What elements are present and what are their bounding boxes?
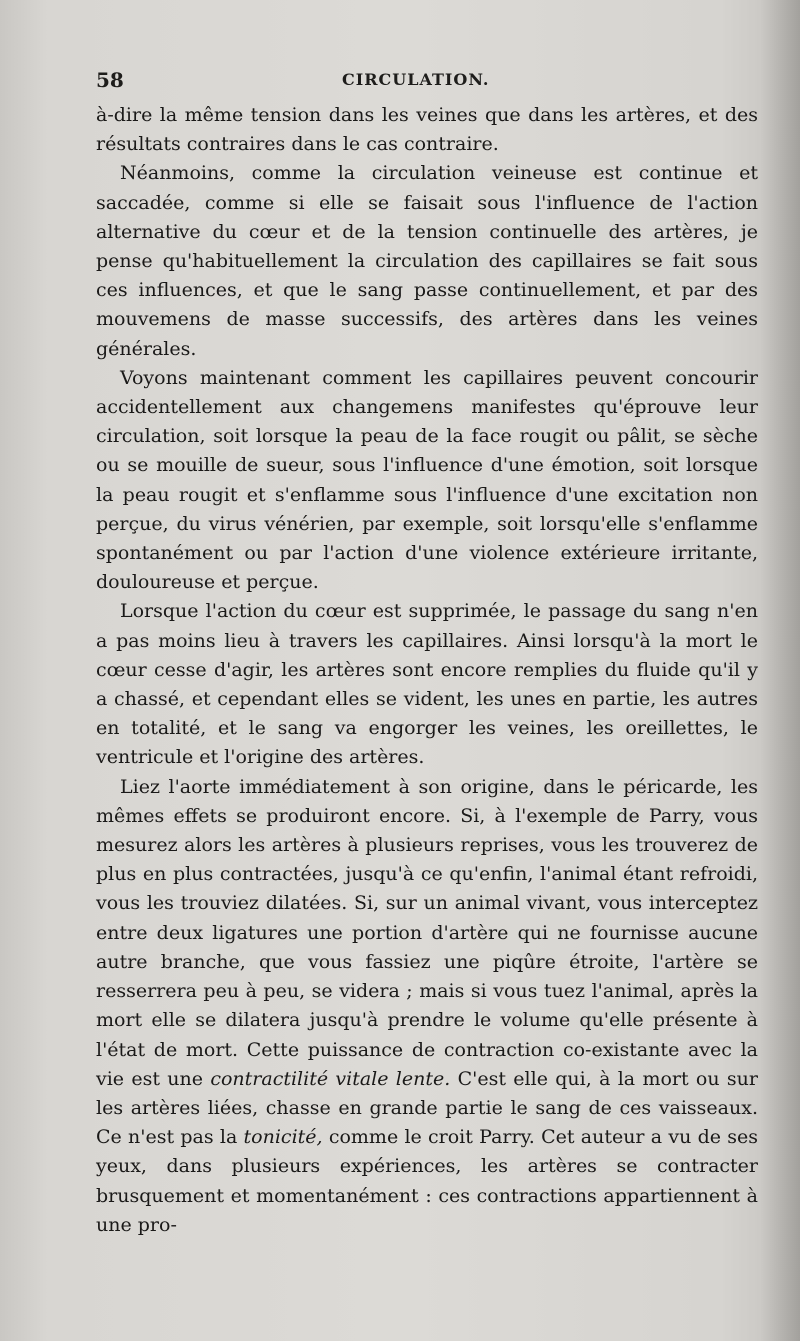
paragraph-continuation: à-dire la même tension dans les veines que dans les artères, et des résultats contraires dans le cas contraire. bbox=[96, 104, 758, 156]
paragraph-aorte-text-3: comme le croit Parry. Cet auteur a vu de ses yeux, dans plusieurs expériences, les artères se contracter brusquement et momentanément : ces contractions appartiennent à une pro- bbox=[96, 1126, 758, 1236]
paragraph-aorte-text-2: C'est elle qui, à la mort ou sur les artères liées, chasse en grande partie le sang de ces vaisseaux. Ce n'est pas la bbox=[96, 1067, 758, 1149]
italic-tonicite: tonicité, bbox=[243, 1126, 323, 1149]
italic-contractilite-vitale: contractilité vitale lente. bbox=[210, 1067, 451, 1090]
paragraph-aorte-text-1: Liez l'aorte immédiatement à son origine, dans le péricarde, les mêmes effets se produiront encore. Si, à l'exemple de Parry, vous mesurez alors les artères à plusieurs reprises, vous les trouverez de plus en plus contractées, jusqu'à ce qu'enfin, l'animal étant refroidi, vous les trouviez dilatées. Si, sur un animal vivant, vous interceptez entre deux ligatures une portion d'artère qui ne fournisse aucune autre branche, que vous fassiez une piqûre étroite, l'artère se resserrera peu à peu, se videra ; mais si vous tuez l'animal, après la mort elle se dilatera jusqu'à prendre le volume qu'elle présente à l'état de mort. Cette puissance de contraction co-existante avec la vie est une bbox=[96, 775, 758, 1090]
page-header bbox=[96, 68, 756, 98]
paragraph-capillaires: Voyons maintenant comment les capillaires peuvent concourir accidentellement aux changemens manifestes qu'éprouve leur circulation, soit lorsque la peau de la face rougit ou pâlit, se sèche ou se mouille de sueur, sous l'influence d'une émotion, soit lorsque la peau rougit et s'enflamme sous l'influence d'une excitation non perçue, du virus vénérien, par exemple, soit lorsqu'elle s'enflamme spontanément ou par l'action d'une violence extérieure irritante, douloureuse et perçue. bbox=[96, 366, 758, 594]
paragraph-circulation-veineuse: Néanmoins, comme la circulation veineuse est continue et saccadée, comme si elle se faisait sous l'influence de l'action alternative du cœur et de la tension continuelle des artères, je pense qu'habituellement la circulation des capillaires se fait sous ces influences, et que le sang passe continuellement, et par des mouvemens de masse successifs, des artères dans les veines générales. bbox=[96, 162, 758, 360]
running-head: CIRCULATION. bbox=[342, 70, 490, 89]
page-number: 58 bbox=[96, 68, 124, 92]
body-text bbox=[96, 101, 758, 1240]
paragraph-action-du-coeur: Lorsque l'action du cœur est supprimée, le passage du sang n'en a pas moins lieu à travers les capillaires. Ainsi lorsqu'à la mort le cœur cesse d'agir, les artères sont encore remplies du fluide qu'il y a chassé, et cependant elles se vident, les unes en partie, les autres en totalité, et le sang va engorger les veines, les oreillettes, le ventricule et l'origine des artères. bbox=[96, 600, 758, 769]
paragraph-aorte bbox=[96, 773, 758, 1240]
page-edge-shadow bbox=[760, 0, 800, 1341]
